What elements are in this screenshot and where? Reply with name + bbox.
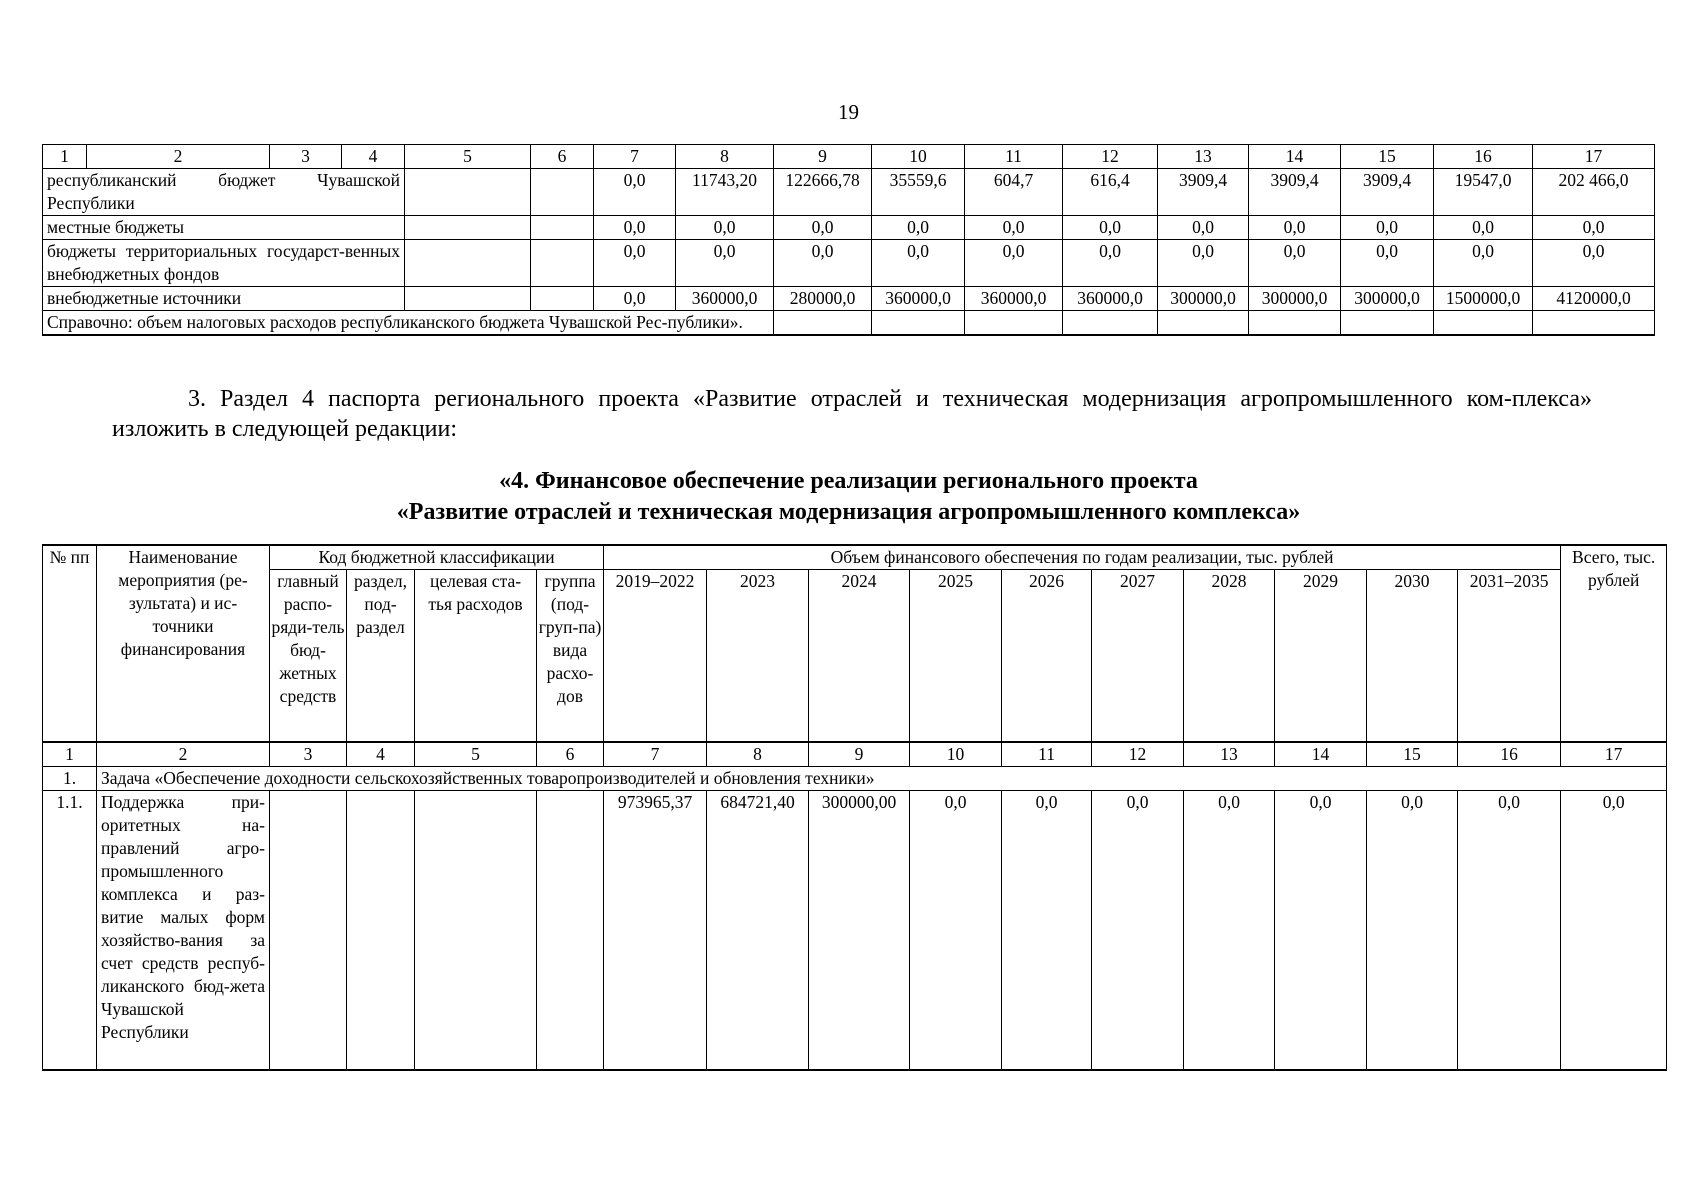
cell-value: 0,0: [910, 790, 1002, 1070]
cell-value: 35559,6: [872, 169, 965, 216]
task-text: Задача «Обеспечение доходности сельскохозяйственных товаропроизводителей и обновления техники»: [97, 766, 1667, 790]
cell-value: 3909,4: [1341, 169, 1434, 216]
col-number: 6: [537, 742, 604, 767]
header-total: Всего, тыс. рублей: [1561, 545, 1667, 742]
column-number-row: [43, 742, 1667, 767]
col-number: 14: [1275, 742, 1367, 767]
col-number: 10: [910, 742, 1002, 767]
year-header: 2023: [707, 570, 809, 742]
col-number: 7: [594, 145, 676, 169]
col-number: 1: [43, 145, 87, 169]
col-number: 11: [1002, 742, 1092, 767]
col-number: 8: [676, 145, 774, 169]
col-number: 2: [97, 742, 270, 767]
cell-value: 973965,37: [604, 790, 707, 1070]
year-header: 2024: [809, 570, 910, 742]
note-row: [43, 311, 1655, 336]
col-number: 4: [347, 742, 415, 767]
year-header: 2028: [1184, 570, 1275, 742]
col-number: 9: [774, 145, 872, 169]
cell-value: 360000,0: [872, 287, 965, 311]
section-title-line-2: «Развитие отраслей и техническая модернизация агропромышленного комплекса»: [396, 499, 1301, 525]
page-number: 19: [838, 100, 859, 124]
cell-value: 0,0: [1533, 216, 1655, 240]
cell-value: 0,0: [1063, 240, 1158, 287]
year-header: 2025: [910, 570, 1002, 742]
cell-value: 0,0: [965, 216, 1063, 240]
cell-value: 0,0: [1249, 216, 1341, 240]
cell-value: 0,0: [1458, 790, 1561, 1070]
cell-value: 0,0: [1002, 790, 1092, 1070]
col-number: 17: [1561, 742, 1667, 767]
header-row: [43, 545, 1667, 570]
col-number: 12: [1092, 742, 1184, 767]
col-number: 5: [415, 742, 537, 767]
col-number: 7: [604, 742, 707, 767]
subheader-article: целевая ста-тья расходов: [415, 570, 537, 742]
cell-value: 19547,0: [1434, 169, 1533, 216]
col-number: 3: [270, 145, 342, 169]
cell-value: 0,0: [594, 169, 676, 216]
table-row: [43, 169, 1655, 216]
subheader-section: раздел, под-раздел: [347, 570, 415, 742]
cell-value: 0,0: [1092, 790, 1184, 1070]
cell-value: 0,0: [872, 240, 965, 287]
table-row: [43, 240, 1655, 287]
financing-table: [42, 544, 1667, 1071]
year-header: 2027: [1092, 570, 1184, 742]
instruction-paragraph: 3. Раздел 4 паспорта регионального проекта «Развитие отраслей и техническая модернизация агропромышленного ком-плекса» изложить в следующей редакции:: [112, 386, 1592, 442]
cell-value: 0,0: [965, 240, 1063, 287]
cell-value: 0,0: [872, 216, 965, 240]
cell-value: 0,0: [774, 240, 872, 287]
section-title-line-1: «4. Финансовое обеспечение реализации регионального проекта: [499, 468, 1198, 494]
cell-value: 360000,0: [676, 287, 774, 311]
cell-value: 0,0: [1249, 240, 1341, 287]
row-number: 1.1.: [43, 790, 97, 1070]
year-header: 2031–2035: [1458, 570, 1561, 742]
col-number: 6: [531, 145, 594, 169]
col-number: 16: [1434, 145, 1533, 169]
col-number: 13: [1184, 742, 1275, 767]
cell-value: 0,0: [1561, 790, 1667, 1070]
cell-value: 0,0: [594, 240, 676, 287]
cell-value: 3909,4: [1249, 169, 1341, 216]
cell-value: 0,0: [1341, 216, 1434, 240]
cell-value: 0,0: [1341, 240, 1434, 287]
col-number: 10: [872, 145, 965, 169]
cell-value: 360000,0: [1063, 287, 1158, 311]
subheader-group: группа (под-груп-па) вида расхо-дов: [537, 570, 604, 742]
cell-value: 684721,40: [707, 790, 809, 1070]
cell-value: 0,0: [1184, 790, 1275, 1070]
col-number: 15: [1367, 742, 1458, 767]
col-number: 4: [342, 145, 405, 169]
col-number: 15: [1341, 145, 1434, 169]
col-number: 11: [965, 145, 1063, 169]
row-label: внебюджетные источники: [43, 287, 405, 311]
task-row: [43, 766, 1667, 790]
row-label: бюджеты территориальных государст-венных внебюджетных фондов: [43, 240, 405, 287]
cell-value: 1500000,0: [1434, 287, 1533, 311]
cell-value: 0,0: [1275, 790, 1367, 1070]
table-row: [43, 216, 1655, 240]
cell-value: 0,0: [1533, 240, 1655, 287]
row-label: республиканский бюджет Чувашской Республики: [43, 169, 405, 216]
col-number: 8: [707, 742, 809, 767]
table-row: [43, 287, 1655, 311]
cell-value: 4120000,0: [1533, 287, 1655, 311]
cell-value: 0,0: [594, 216, 676, 240]
col-number: 2: [87, 145, 270, 169]
cell-value: 616,4: [1063, 169, 1158, 216]
year-header: 2030: [1367, 570, 1458, 742]
col-number: 1: [43, 742, 97, 767]
cell-value: 11743,20: [676, 169, 774, 216]
cell-value: 300000,0: [1158, 287, 1249, 311]
cell-value: 300000,0: [1249, 287, 1341, 311]
cell-value: 0,0: [676, 216, 774, 240]
cell-value: 0,0: [1434, 216, 1533, 240]
row-name: Поддержка при-оритетных на-правлений агро-промышленного комплекса и раз-витие малых форм хозяйство-вания за счет средств респуб-ликанского бюд-жета Чувашской Республики: [97, 790, 270, 1070]
cell-value: 0,0: [774, 216, 872, 240]
col-number: 9: [809, 742, 910, 767]
header-name: Наименование мероприятия (ре-зультата) и ис-точники финансирования: [97, 545, 270, 742]
cell-value: 0,0: [1367, 790, 1458, 1070]
cell-value: 3909,4: [1158, 169, 1249, 216]
cell-value: 360000,0: [965, 287, 1063, 311]
header-budget-code: Код бюджетной классификации: [270, 545, 604, 570]
table-row: [43, 790, 1667, 1070]
cell-value: 0,0: [594, 287, 676, 311]
cell-value: 300000,0: [1341, 287, 1434, 311]
cell-value: 202 466,0: [1533, 169, 1655, 216]
subheader-row: [43, 570, 1667, 742]
year-header: 2026: [1002, 570, 1092, 742]
note-text: Справочно: объем налоговых расходов республиканского бюджета Чувашской Рес-публики».: [43, 311, 774, 336]
cell-value: 0,0: [1158, 240, 1249, 287]
row-label: местные бюджеты: [43, 216, 405, 240]
col-number: 14: [1249, 145, 1341, 169]
cell-value: 122666,78: [774, 169, 872, 216]
task-number: 1.: [43, 766, 97, 790]
cell-value: 0,0: [676, 240, 774, 287]
col-number: 16: [1458, 742, 1561, 767]
col-number: 13: [1158, 145, 1249, 169]
column-number-row: [43, 145, 1655, 169]
year-header: 2019–2022: [604, 570, 707, 742]
col-number: 3: [270, 742, 347, 767]
cell-value: 280000,0: [774, 287, 872, 311]
cell-value: 0,0: [1063, 216, 1158, 240]
continuation-table: [42, 144, 1655, 336]
year-header: 2029: [1275, 570, 1367, 742]
col-number: 5: [405, 145, 531, 169]
col-number: 12: [1063, 145, 1158, 169]
cell-value: 0,0: [1434, 240, 1533, 287]
cell-value: 604,7: [965, 169, 1063, 216]
subheader-manager: главный распо-ряди-тель бюд-жетных средств: [270, 570, 347, 742]
cell-value: 0,0: [1158, 216, 1249, 240]
header-number: № пп: [43, 545, 97, 742]
cell-value: 300000,00: [809, 790, 910, 1070]
header-volume: Объем финансового обеспечения по годам реализации, тыс. рублей: [604, 545, 1561, 570]
col-number: 17: [1533, 145, 1655, 169]
